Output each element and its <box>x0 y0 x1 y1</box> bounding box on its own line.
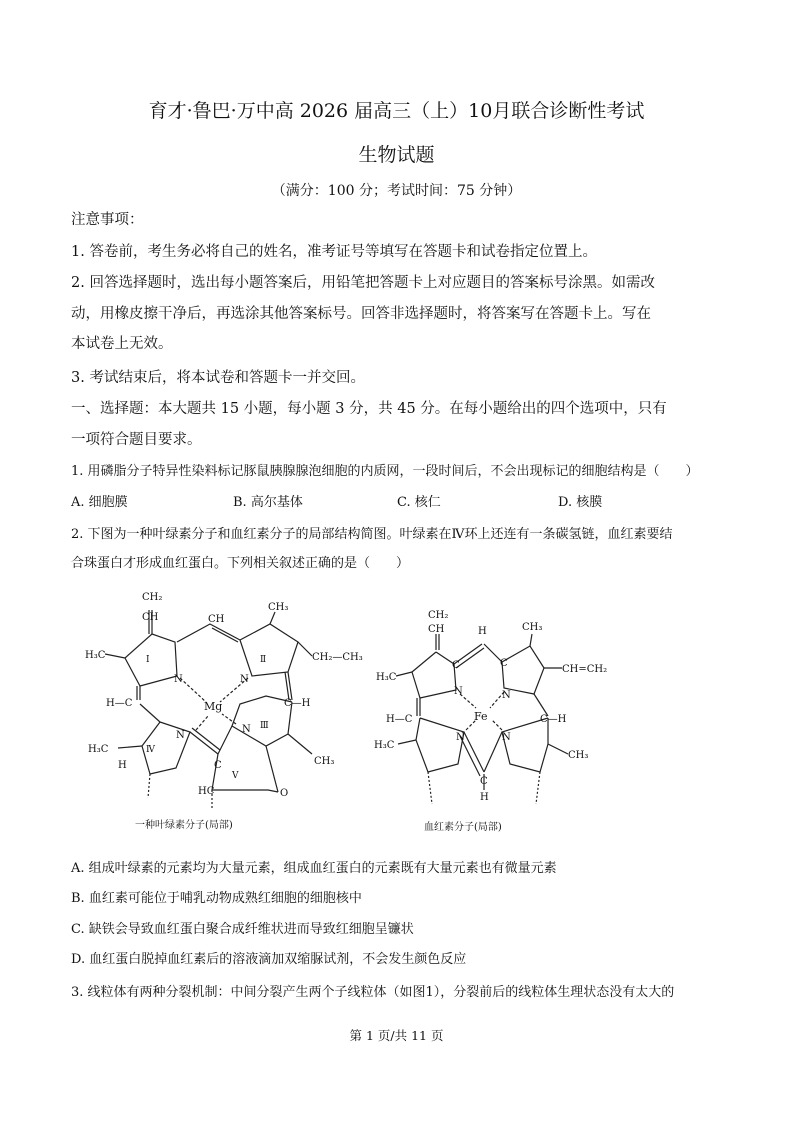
notes-heading: 注意事项： <box>71 212 144 228</box>
note-3: 3. 考试结束后，将本试卷和答题卡一并交回。 <box>71 370 365 386</box>
chl-label-o: O <box>280 788 289 799</box>
heme-label-h-top: H <box>478 626 487 637</box>
heme-label-c3: C <box>480 776 488 787</box>
note-2-line-1: 2. 回答选择题时，选出每小题答案后，用铅笔把答题卡上对应题目的答案标号涂黑。如需改 <box>71 275 655 291</box>
heme-label-c1: C <box>452 660 460 671</box>
section-heading-line-2: 一项符合题目要求。 <box>71 432 202 448</box>
section-heading-line-1: 一、选择题：本大题共 15 小题，每小题 3 分，共 45 分。在每小题给出的四个选项中，只有 <box>71 401 667 417</box>
q1-option-a: A. 细胞膜 <box>71 495 128 510</box>
chl-label-n2: N <box>240 674 249 685</box>
exam-title: 育才·鲁巴·万中高 2026 届高三（上）10月联合诊断性考试 <box>148 100 645 122</box>
chl-label-ch3-top: CH₃ <box>268 602 289 613</box>
heme-label-ch3-top: CH₃ <box>522 622 543 633</box>
chl-ring-2: Ⅱ <box>260 655 267 665</box>
q2-stem-line-1: 2. 下图为一种叶绿素分子和血红素分子的局部结构简图。叶绿素在Ⅳ环上还连有一条碳氢链，血红素要结 <box>71 527 673 542</box>
chl-label-ch: CH <box>142 612 159 623</box>
q3-stem: 3. 线粒体有两种分裂机制：中间分裂产生两个子线粒体（如图1），分裂前后的线粒体生理状态没有太大的 <box>71 985 675 1000</box>
chl-label-n3: N <box>242 724 251 735</box>
chl-ring-4: Ⅳ <box>146 745 155 755</box>
chl-label-h-r4: H <box>118 760 127 771</box>
chl-ring-5: Ⅴ <box>232 771 239 781</box>
heme-label-h3c-top: H₃C <box>376 672 397 683</box>
q1-stem: 1. 用磷脂分子特异性染料标记豚鼠胰腺腺泡细胞的内质网，一段时间后，不会出现标记的细胞结构是（ ） <box>71 464 699 479</box>
note-2-line-3: 本试卷上无效。 <box>71 336 173 352</box>
heme-label-n2: N <box>502 690 511 701</box>
q1-option-d: D. 核膜 <box>558 495 603 510</box>
chl-label-ch3-r3: CH₃ <box>314 756 335 767</box>
chl-label-h-left: H—C <box>106 698 133 709</box>
chl-ring-3: Ⅲ <box>260 721 269 731</box>
chl-label-h3c-r4: H₃C <box>88 744 109 755</box>
q1-option-b: B. 高尔基体 <box>233 495 303 510</box>
heme-structure-diagram <box>372 604 617 840</box>
heme-label-ch: CH <box>428 624 445 635</box>
heme-label-fe: Fe <box>474 710 488 723</box>
heme-label-vinyl: CH=CH₂ <box>562 664 608 675</box>
chl-label-c: C <box>214 760 222 771</box>
chl-label-n4: N <box>176 730 185 741</box>
heme-label-ch2: CH₂ <box>428 610 449 621</box>
heme-label-n1: N <box>454 686 463 697</box>
q2-stem-line-2: 合珠蛋白才形成血红蛋白。下列相关叙述正确的是（ ） <box>71 556 410 571</box>
chl-label-mg: Mg <box>204 700 223 713</box>
note-1: 1. 答卷前，考生务必将自己的姓名，准考证号等填写在答题卡和试卷指定位置上。 <box>71 244 597 260</box>
heme-label-c2: C <box>500 658 508 669</box>
chl-label-n1: N <box>174 674 183 685</box>
chl-label-ch2: CH₂ <box>142 592 163 603</box>
subject-title: 生物试题 <box>358 144 435 166</box>
heme-label-h3c-bottom: H₃C <box>374 740 395 751</box>
heme-label-ch3-right: CH₃ <box>568 750 589 761</box>
heme-label-h-bottom: H <box>480 792 489 803</box>
chlorophyll-structure-diagram <box>80 582 370 842</box>
q2-option-c: C. 缺铁会导致血红蛋白聚合成纤维状进而导致红细胞呈镰状 <box>71 922 414 937</box>
heme-label-n4: N <box>502 732 511 743</box>
q2-option-a: A. 组成叶绿素的元素均为大量元素，组成血红蛋白的元素既有大量元素也有微量元素 <box>71 861 557 876</box>
chl-label-h3c-left: H₃C <box>85 650 106 661</box>
q2-option-b: B. 血红素可能位于哺乳动物成熟红细胞的细胞核中 <box>71 891 362 906</box>
heme-label-n3: N <box>456 732 465 743</box>
exam-meta: （满分：100 分；考试时间：75 分钟） <box>271 183 522 199</box>
heme-label-h-right: C—H <box>540 714 567 725</box>
chl-caption: 一种叶绿素分子(局部) <box>135 820 233 831</box>
page-footer: 第 1 页/共 11 页 <box>349 1028 444 1043</box>
q2-option-d: D. 血红蛋白脱掉血红素后的溶液滴加双缩脲试剂，不会发生颜色反应 <box>71 952 467 967</box>
chl-ring-1: Ⅰ <box>146 655 150 665</box>
heme-caption: 血红素分子(局部) <box>424 822 502 833</box>
note-2-line-2: 动，用橡皮擦干净后，再选涂其他答案标号。回答非选择题时，将答案写在答题卡上。写在 <box>71 306 651 322</box>
chl-label-c-top: CH <box>208 614 225 625</box>
heme-label-h-left: H—C <box>386 714 413 725</box>
q1-option-c: C. 核仁 <box>397 495 441 510</box>
chl-label-hc: HC <box>198 786 215 797</box>
chl-label-ethyl: CH₂—CH₃ <box>312 652 363 663</box>
chl-label-h-right: C—H <box>284 698 311 709</box>
